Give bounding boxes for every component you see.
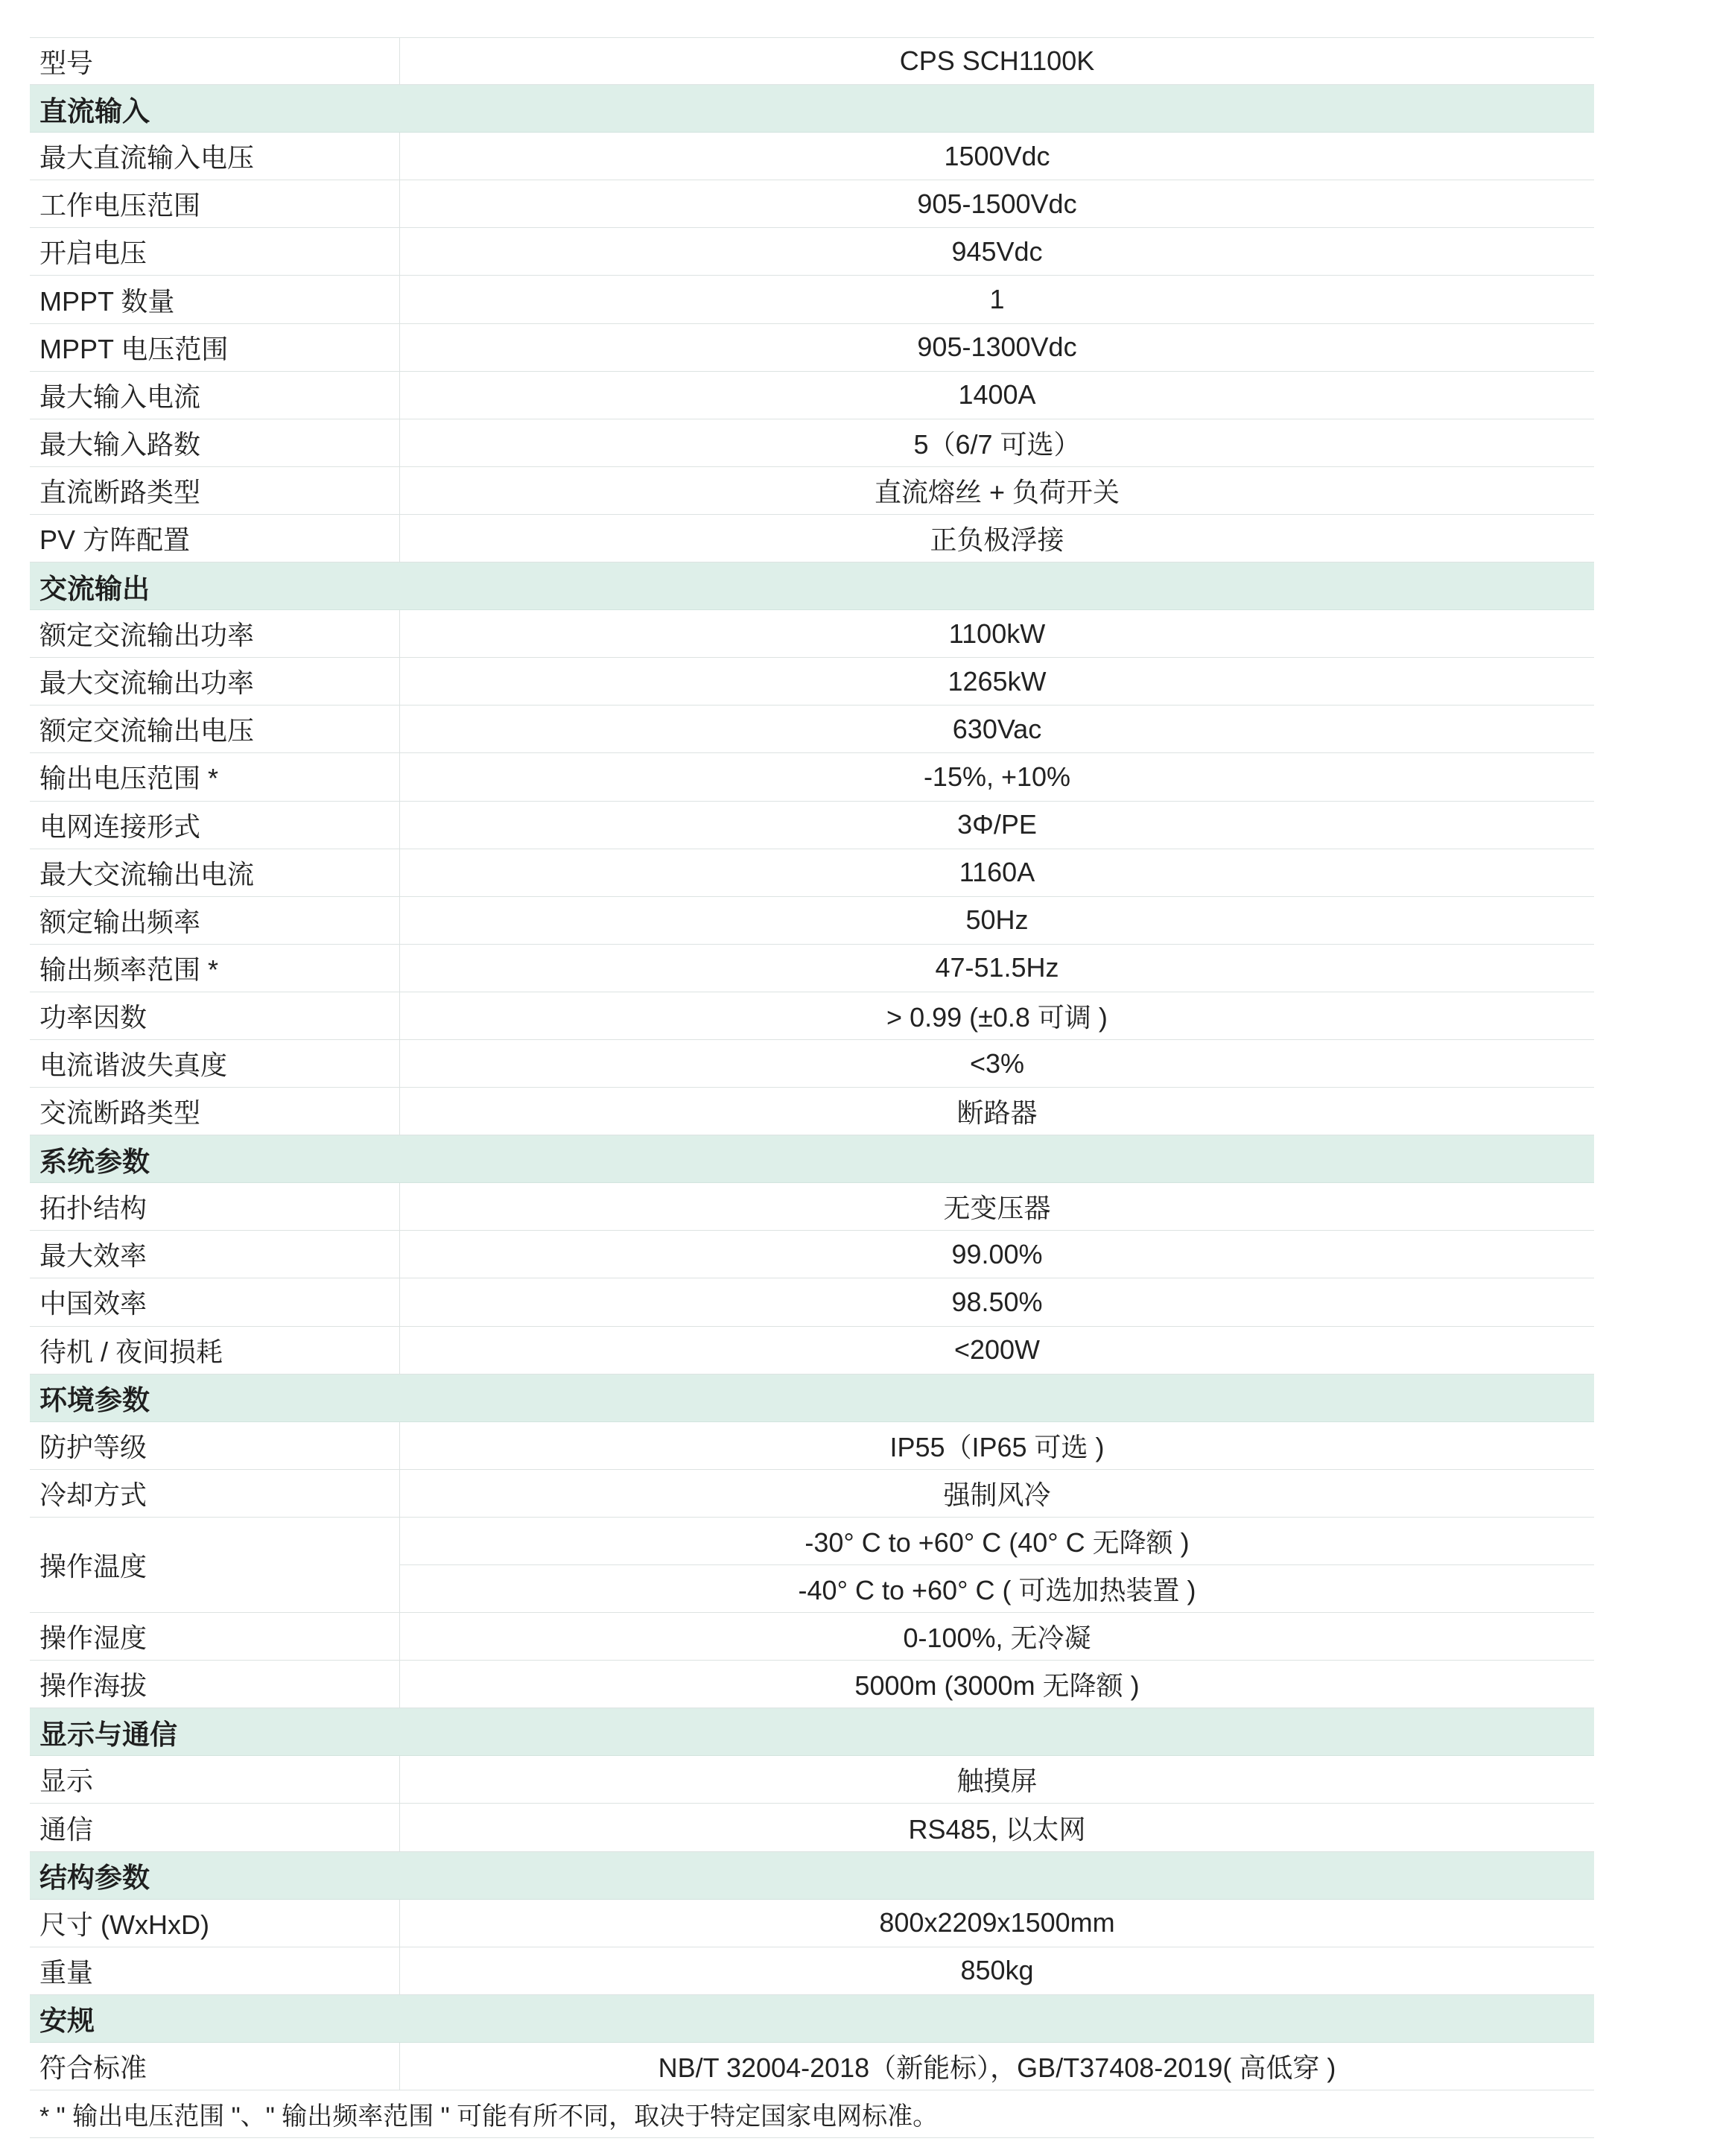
spec-value: 1265kW <box>948 665 1047 697</box>
spec-table <box>30 37 1594 2138</box>
spec-row <box>30 1756 1594 1804</box>
spec-value: <3% <box>969 1047 1025 1079</box>
spec-label: 输出电压范围 * <box>30 753 400 800</box>
spec-label: 交流断路类型 <box>30 1088 400 1135</box>
section-header <box>30 1375 1594 1422</box>
spec-label: 操作湿度 <box>30 1613 400 1660</box>
spec-row <box>30 1518 1594 1613</box>
spec-row <box>30 1231 1594 1278</box>
spec-label: MPPT 电压范围 <box>30 324 400 371</box>
spec-row <box>30 1327 1594 1375</box>
spec-label: 直流断路类型 <box>30 467 400 514</box>
spec-row <box>30 1088 1594 1135</box>
spec-label: 输出频率范围 * <box>30 945 400 992</box>
spec-label: 最大交流输出功率 <box>30 658 400 705</box>
spec-row <box>30 897 1594 945</box>
spec-value: 3Φ/PE <box>957 809 1037 840</box>
spec-label: 额定交流输出电压 <box>30 706 400 752</box>
spec-row <box>30 1278 1594 1326</box>
spec-row <box>30 2043 1594 2090</box>
spec-value: 1 <box>989 284 1005 315</box>
spec-row <box>30 802 1594 849</box>
spec-row <box>30 1661 1594 1708</box>
spec-label: 功率因数 <box>30 992 400 1039</box>
spec-value: 905-1300Vdc <box>917 332 1077 363</box>
spec-value: 945Vdc <box>951 235 1043 267</box>
spec-value: 1160A <box>959 857 1035 888</box>
section-header <box>30 85 1594 133</box>
spec-row <box>30 1804 1594 1851</box>
spec-rows <box>30 37 1594 2090</box>
spec-row <box>30 1040 1594 1088</box>
spec-value: CPS SCH1100K <box>899 45 1095 77</box>
spec-value: 5000m (3000m 无降额 ) <box>854 1670 1140 1702</box>
spec-row <box>30 1947 1594 1995</box>
spec-value: 正负极浮接 <box>930 524 1064 555</box>
spec-row <box>30 515 1594 562</box>
spec-value: 1400A <box>958 379 1036 410</box>
spec-value: 850kg <box>960 1955 1034 1986</box>
spec-row <box>30 849 1594 897</box>
section-title: 显示与通信 <box>39 1719 177 1750</box>
spec-value: 50Hz <box>965 904 1029 936</box>
spec-value: 触摸屏 <box>956 1766 1038 1797</box>
spec-value: 5（6/7 可选） <box>913 428 1081 460</box>
spec-label: 额定交流输出功率 <box>30 610 400 657</box>
spec-label: 拓扑结构 <box>30 1183 400 1230</box>
spec-row <box>30 1183 1594 1231</box>
spec-value: 47-51.5Hz <box>935 952 1059 983</box>
spec-row <box>30 228 1594 276</box>
spec-value: RS485, 以太网 <box>908 1813 1086 1845</box>
spec-value: 905-1500Vdc <box>917 188 1077 219</box>
spec-label: 显示 <box>30 1756 400 1803</box>
spec-label: 型号 <box>30 38 400 84</box>
spec-value: 1100kW <box>948 618 1046 649</box>
spec-row <box>30 1900 1594 1947</box>
spec-values <box>400 1518 1594 1612</box>
spec-label: 通信 <box>30 1804 400 1851</box>
spec-row <box>30 992 1594 1040</box>
spec-label: 电流谐波失真度 <box>30 1040 400 1087</box>
spec-label: 最大效率 <box>30 1231 400 1278</box>
spec-value: 630Vac <box>952 713 1042 744</box>
spec-row <box>30 276 1594 323</box>
spec-value: 1500Vdc <box>944 140 1050 171</box>
section-header <box>30 1135 1594 1183</box>
spec-label: 最大直流输入电压 <box>30 133 400 180</box>
section-title: 安规 <box>39 2006 95 2037</box>
spec-value: -40° C to +60° C ( 可选加热装置 ) <box>798 1574 1196 1605</box>
spec-row <box>30 1613 1594 1661</box>
spec-row <box>30 610 1594 658</box>
spec-row <box>30 658 1594 706</box>
spec-row <box>30 1470 1594 1518</box>
footnote: * " 输出电压范围 "、" 输出频率范围 " 可能有所不同，取决于特定国家电网标准。 <box>30 2090 1594 2138</box>
section-title: 系统参数 <box>39 1146 150 1177</box>
spec-row <box>30 419 1594 467</box>
section-title: 直流输入 <box>39 95 150 127</box>
spec-label: 尺寸 (WxHxD) <box>30 1900 400 1947</box>
spec-row <box>30 706 1594 753</box>
spec-value: 98.50% <box>951 1286 1043 1317</box>
section-title: 环境参数 <box>39 1385 150 1416</box>
section-header <box>30 1708 1594 1756</box>
spec-label: 最大交流输出电流 <box>30 849 400 896</box>
spec-label: 符合标准 <box>30 2043 400 2090</box>
spec-label: MPPT 数量 <box>30 276 400 323</box>
spec-value: 99.00% <box>951 1238 1043 1269</box>
spec-row <box>30 180 1594 228</box>
section-title: 结构参数 <box>39 1862 150 1894</box>
spec-row <box>30 372 1594 419</box>
spec-value: 直流熔丝 + 负荷开关 <box>874 476 1120 507</box>
spec-value: 无变压器 <box>943 1193 1051 1224</box>
section-header <box>30 562 1594 610</box>
spec-value: IP55（IP65 可选 ) <box>889 1431 1105 1462</box>
spec-label: 重量 <box>30 1947 400 1994</box>
section-header <box>30 1995 1594 2043</box>
spec-label: 防护等级 <box>30 1422 400 1469</box>
section-header <box>30 1852 1594 1900</box>
spec-row <box>30 753 1594 801</box>
spec-label: 电网连接形式 <box>30 802 400 849</box>
spec-label: PV 方阵配置 <box>30 515 400 562</box>
spec-label: 最大输入电流 <box>30 372 400 419</box>
spec-value: 0-100%, 无冷凝 <box>903 1623 1091 1654</box>
spec-row <box>30 1422 1594 1470</box>
spec-label: 冷却方式 <box>30 1470 400 1517</box>
spec-label: 最大输入路数 <box>30 419 400 466</box>
spec-value: 断路器 <box>956 1097 1038 1129</box>
spec-label: 操作温度 <box>30 1518 400 1612</box>
spec-value: NB/T 32004-2018（新能标），GB/T37408-2019( 高低穿 ) <box>658 2052 1336 2083</box>
spec-row <box>30 945 1594 992</box>
spec-row <box>30 37 1594 85</box>
spec-label: 待机 / 夜间损耗 <box>30 1327 400 1374</box>
spec-value: <200W <box>953 1334 1041 1366</box>
spec-label: 操作海拔 <box>30 1661 400 1708</box>
spec-label: 开启电压 <box>30 228 400 275</box>
spec-value: 强制风冷 <box>943 1479 1051 1510</box>
spec-row <box>30 467 1594 515</box>
section-title: 交流输出 <box>39 573 150 604</box>
spec-value: -15%, +10% <box>923 761 1071 792</box>
spec-row <box>30 324 1594 372</box>
spec-label: 中国效率 <box>30 1278 400 1325</box>
spec-value: > 0.99 (±0.8 可调 ) <box>886 1001 1108 1033</box>
spec-label: 额定输出频率 <box>30 897 400 944</box>
spec-label: 工作电压范围 <box>30 180 400 227</box>
spec-row <box>30 133 1594 180</box>
spec-value: -30° C to +60° C (40° C 无降额 ) <box>400 1518 1594 1565</box>
spec-value: 800x2209x1500mm <box>879 1907 1115 1938</box>
